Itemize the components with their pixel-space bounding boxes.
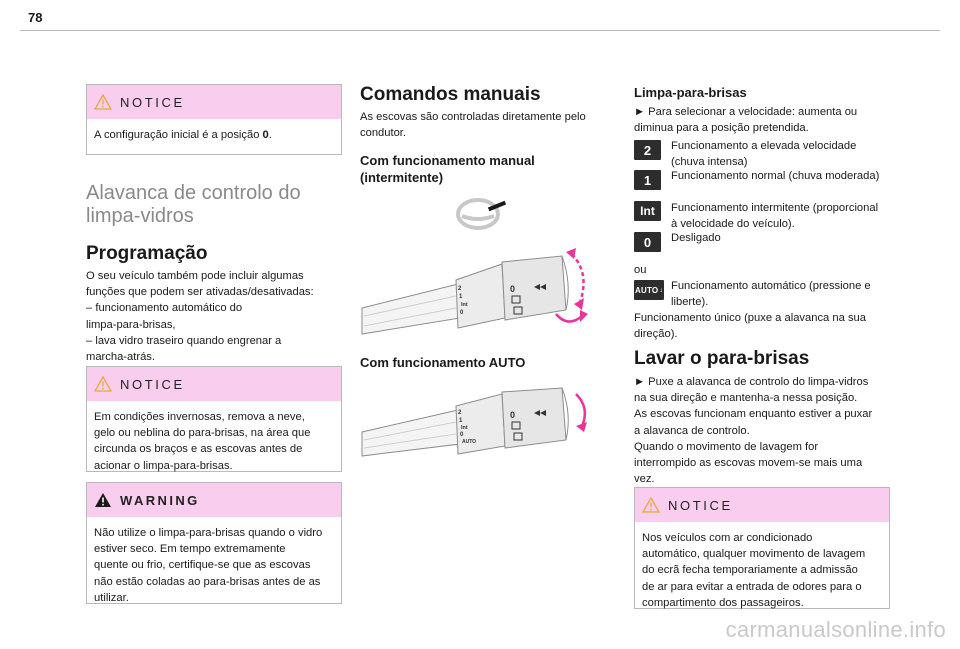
heading-comandos-manuais: Comandos manuais (360, 84, 541, 105)
text-line: funções que podem ser ativadas/desativadas: (86, 286, 314, 299)
notice-text-part: A configuração inicial é a posição (94, 129, 263, 141)
notice-label: NOTICE (120, 376, 185, 392)
section-title (86, 182, 301, 228)
text-line: – lava vidro traseiro quando engrenar a (86, 334, 282, 347)
heading-programacao: Programação (86, 243, 208, 264)
lever-mark-0: 0 (460, 432, 464, 438)
position-0-icon: 0 (634, 232, 661, 252)
text-line: circunda os braços e as escovas antes de (94, 443, 303, 456)
section-title-line: Alavanca de controlo do (86, 182, 301, 204)
header-rule (20, 30, 940, 31)
notice-text-end: . (268, 129, 272, 141)
text-line: utilizar. (94, 591, 129, 604)
text-line: Funcionamento único (puxe a alavanca na sua (634, 312, 866, 324)
notice-header (635, 488, 889, 522)
wiper-lever-auto-illustration (360, 384, 614, 464)
auto-position-icon: AUTO ↓ (634, 280, 664, 300)
text-line: a alavanca de controlo. (634, 424, 750, 437)
paragraph-lavar (634, 374, 890, 487)
text-line: interrompido as escovas movem-se mais uma (634, 457, 863, 470)
lever-mark-int: Int (461, 302, 468, 308)
text-line: estiver seco. Em tempo extremamente (94, 543, 286, 556)
paragraph-speed (634, 104, 890, 136)
text-line: acionar o limpa-para-brisas. (94, 459, 233, 472)
caution-triangle-icon (642, 497, 660, 513)
text-line: Funcionamento intermitente (proporcional (671, 202, 879, 214)
notice-text (87, 401, 341, 474)
speed-item-auto (634, 278, 894, 310)
notice-text (87, 119, 341, 143)
text-line: Funcionamento a elevada velocidade (671, 140, 857, 152)
text-line: (chuva intensa) (671, 156, 748, 169)
warning-header (87, 483, 341, 517)
page-number: 78 (28, 10, 43, 25)
speed-item-2 (634, 138, 894, 170)
text-ou: ou (634, 264, 647, 276)
caution-triangle-icon (94, 94, 112, 110)
pull-arrow-icon (556, 314, 582, 322)
warning-text (87, 517, 341, 606)
auto-badge-text: AUTO (634, 285, 659, 295)
caution-triangle-icon (94, 376, 112, 392)
lever-mark-2: 2 (458, 410, 462, 416)
text-line: à velocidade do veículo). (671, 218, 795, 231)
text-line: Quando o movimento de lavagem for (634, 440, 819, 453)
text-line: Nos veículos com ar condicionado (642, 532, 813, 544)
text-line: quente ou frio, certifique-se que as escovas (94, 559, 311, 572)
text-line: liberte). (671, 296, 709, 309)
text-line: direção). (634, 328, 678, 341)
rotation-arrow-icon (572, 254, 584, 302)
notice-header (87, 85, 341, 119)
heading-line: Com funcionamento manual (360, 153, 535, 168)
heading-lavar: Lavar o para-brisas (634, 348, 810, 369)
lever-mark-auto: AUTO (462, 439, 477, 445)
heading-manual (360, 152, 535, 186)
text-line: Funcionamento normal (chuva moderada) (671, 170, 880, 182)
text-line: Em condições invernosas, remova a neve, (94, 411, 305, 423)
notice-label: NOTICE (668, 497, 733, 513)
heading-line: (intermitente) (360, 170, 444, 185)
paragraph-programacao (86, 268, 342, 365)
text-line: Não utilize o limpa-para-brisas quando o vidro (94, 527, 323, 539)
paragraph-comandos (360, 109, 614, 141)
watermark: carmanualsonline.info (725, 617, 946, 642)
steering-wheel-icon (454, 196, 510, 232)
warning-box (86, 482, 342, 604)
paragraph-single (634, 310, 890, 342)
text-line: vez. (634, 473, 655, 486)
warning-label: WARNING (120, 492, 200, 508)
auto-item-text (671, 278, 893, 310)
text-line: compartimento dos passageiros. (642, 596, 804, 609)
notice-text-bold: 0 (262, 129, 269, 141)
text-line: na sua direção e mantenha-a nessa posição. (634, 392, 858, 405)
text-line: condutor. (360, 127, 407, 140)
text-line: ► Para selecionar a velocidade: aumenta ou (634, 106, 858, 118)
lever-mark-off: 0 (510, 284, 516, 294)
speed-item-text (671, 230, 893, 246)
text-line: Desligado (671, 232, 721, 244)
speed-item-0 (634, 230, 894, 252)
heading-auto: Com funcionamento AUTO (360, 355, 526, 370)
heading-limpa-para-brisas: Limpa-para-brisas (634, 85, 747, 100)
lever-mark-2: 2 (458, 286, 462, 292)
text-line: Funcionamento automático (pressione e (671, 280, 871, 292)
lever-mark-int: Int (461, 425, 468, 431)
position-2-icon: 2 (634, 140, 661, 160)
wiper-lever-manual-illustration (360, 246, 614, 342)
text-line: As escovas são controladas diretamente pelo (360, 111, 586, 123)
text-line: marcha-atrás. (86, 351, 156, 364)
lever-mark-1: 1 (459, 294, 463, 300)
notice-text (635, 522, 889, 611)
speed-item-int (634, 200, 894, 232)
speed-item-1 (634, 168, 894, 190)
text-line: O seu veículo também pode incluir algumas (86, 270, 304, 282)
lever-mark-off: 0 (510, 410, 516, 420)
lever-mark-1: 1 (459, 418, 463, 424)
notice-header (87, 367, 341, 401)
position-1-icon: 1 (634, 170, 661, 190)
rotation-arrow-icon (576, 394, 585, 426)
notice-label: NOTICE (120, 94, 185, 110)
text-line: não estão coladas ao para-brisas antes de as (94, 575, 321, 588)
notice-box-winter (86, 366, 342, 472)
position-int-icon: Int (634, 201, 661, 221)
text-line: do ecrã fecha temporariamente a admissão (642, 564, 858, 577)
speed-item-text (671, 168, 893, 184)
text-line: gelo ou neblina do para-brisas, na área que (94, 427, 311, 440)
lever-mark-0: 0 (460, 310, 464, 316)
speed-item-text (671, 138, 893, 170)
warning-triangle-icon (94, 492, 112, 508)
text-line: limpa-para-brisas, (86, 318, 176, 331)
text-line: de ar para evitar a entrada de odores para o (642, 580, 862, 593)
text-line: As escovas funcionam enquanto estiver a puxar (634, 408, 873, 421)
speed-item-text (671, 200, 893, 232)
section-title-line: limpa-vidros (86, 205, 194, 227)
text-line: – funcionamento automático do (86, 302, 243, 315)
text-line: ► Puxe a alavanca de controlo do limpa-vidros (634, 376, 869, 388)
notice-box-initial (86, 84, 342, 155)
text-line: automático, qualquer movimento de lavagem (642, 548, 866, 561)
text-line: diminua para a posição pretendida. (634, 122, 809, 135)
notice-box-ac (634, 487, 890, 609)
